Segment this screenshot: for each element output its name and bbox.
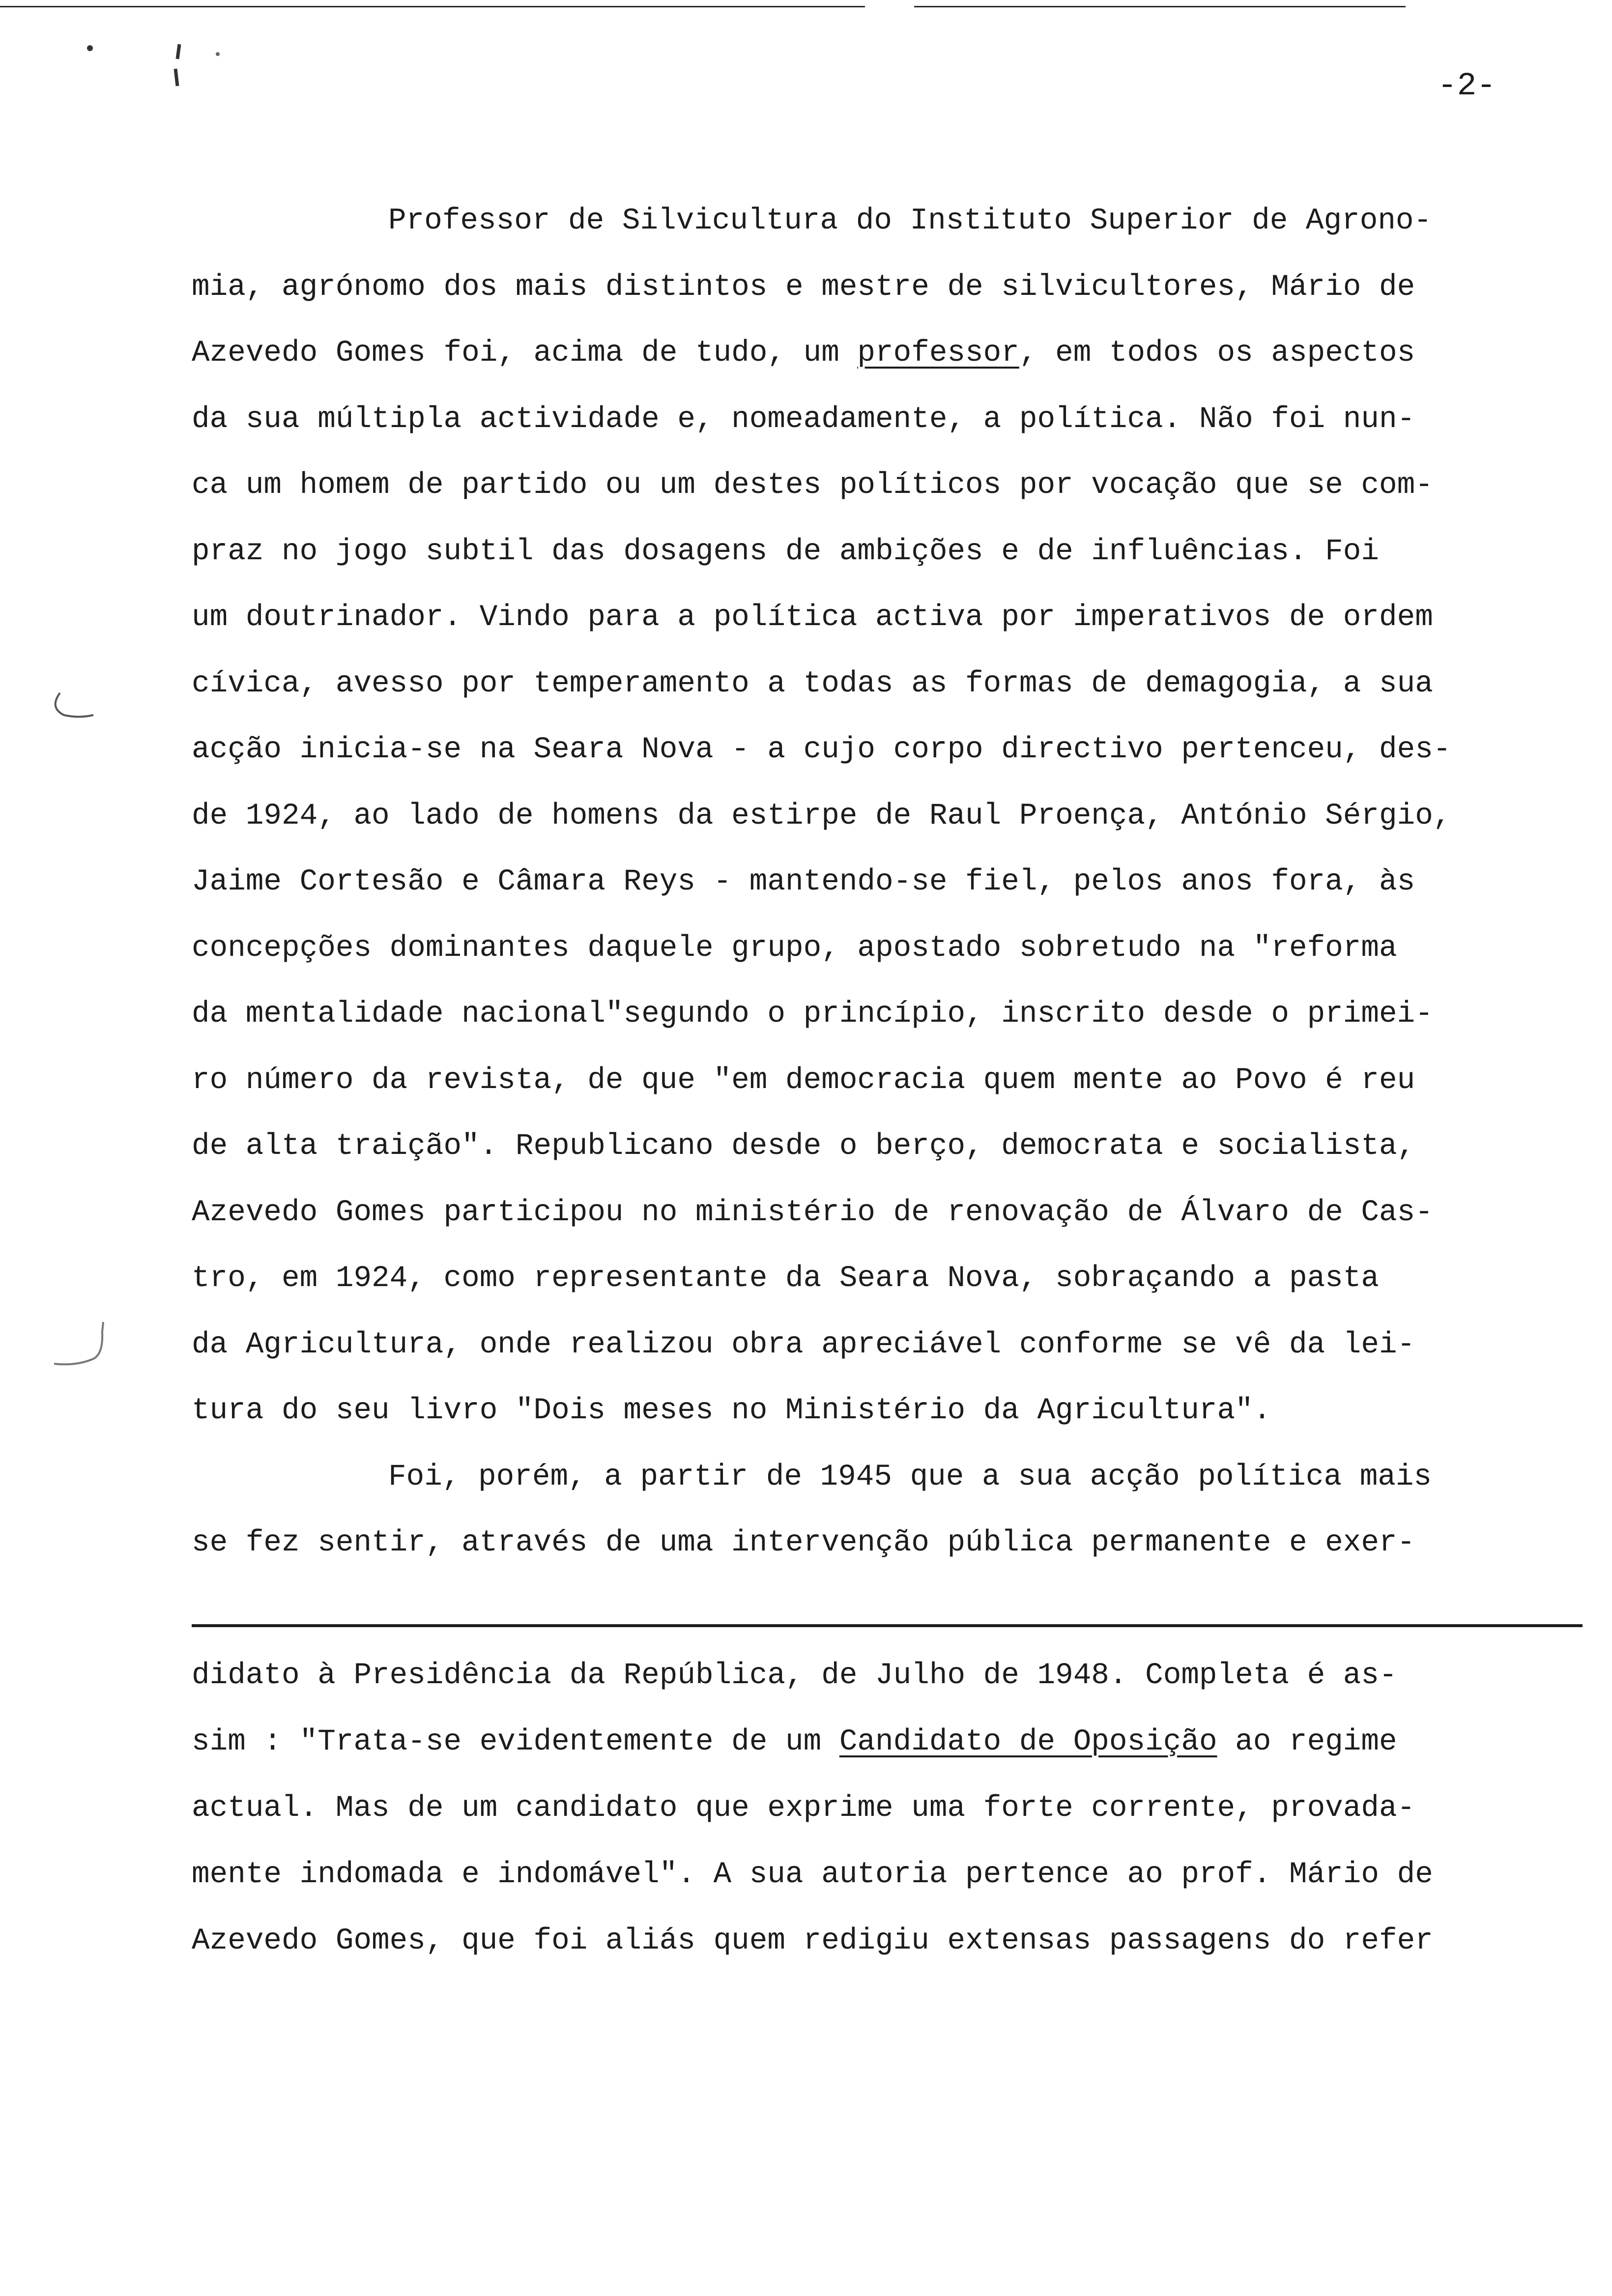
footnote-line (192, 1922, 1433, 1961)
body-line (192, 1325, 1415, 1365)
body-line (192, 730, 1451, 770)
text-segment: tura do seu livro "Dois meses no Ministério da Agricultura". (192, 1394, 1271, 1428)
scan-mark-left-2 (49, 1317, 118, 1371)
body-line (192, 1391, 1271, 1431)
body-line (192, 400, 1415, 439)
text-segment: Professor de Silvicultura do Instituto Superior de Agrono- (388, 204, 1432, 238)
footnote-line (192, 1789, 1415, 1828)
footnote-line (192, 1656, 1397, 1695)
text-segment: se fez sentir, através de uma intervenção pública permanente e exer- (192, 1526, 1415, 1560)
text-segment: sim : "Trata-se evidentemente de um (192, 1725, 839, 1759)
underlined-text: Candidato de Oposição (839, 1725, 1217, 1759)
body-line (192, 334, 1415, 373)
text-segment: Jaime Cortesão e Câmara Reys - mantendo-se fiel, pelos anos fora, às (192, 865, 1415, 899)
text-segment: Azevedo Gomes, que foi aliás quem redigiu extensas passagens do refer (192, 1924, 1433, 1958)
body-line (192, 1127, 1415, 1166)
text-segment: concepções dominantes daquele grupo, apostado sobretudo na "reforma (192, 931, 1397, 965)
text-segment: da sua múltipla actividade e, nomeadamente, a política. Não foi nun- (192, 402, 1415, 436)
body-line (192, 664, 1433, 704)
text-segment: mia, agrónomo dos mais distintos e mestre de silvicultores, Mário de (192, 270, 1415, 304)
body-line (192, 995, 1433, 1034)
text-segment: Azevedo Gomes participou no ministério de renovação de Álvaro de Cas- (192, 1195, 1433, 1230)
text-segment: cívica, avesso por temperamento a todas as formas de demagogia, a sua (192, 666, 1433, 701)
text-segment: tro, em 1924, como representante da Seara Nova, sobraçando a pasta (192, 1262, 1379, 1295)
scan-mark-top (81, 39, 238, 108)
top-border-right (914, 6, 1406, 7)
footnote-line (192, 1855, 1433, 1894)
text-segment: acção inicia-se na Seara Nova - a cujo corpo directivo pertenceu, des- (192, 733, 1451, 767)
body-line (192, 466, 1433, 505)
body-line (192, 1193, 1433, 1233)
text-segment: da mentalidade nacional"segundo o princípio, inscrito desde o primei- (192, 997, 1433, 1031)
text-segment: ao regime (1217, 1725, 1397, 1759)
text-segment: didato à Presidência da República, de Julho de 1948. Completa é as- (192, 1659, 1397, 1693)
top-border-left (0, 6, 865, 7)
text-segment: Foi, porém, a partir de 1945 que a sua acção política mais (388, 1460, 1432, 1494)
body-line (192, 1259, 1379, 1298)
text-segment: de 1924, ao lado de homens da estirpe de Raul Proença, António Sérgio, (192, 799, 1451, 833)
text-segment: de alta traição". Republicano desde o berço, democrata e socialista, (192, 1129, 1415, 1163)
body-line (192, 268, 1415, 307)
body-line (192, 797, 1451, 836)
body-line (192, 862, 1415, 902)
text-segment: um doutrinador. Vindo para a política activa por imperativos de ordem (192, 601, 1433, 634)
text-segment: da Agricultura, onde realizou obra apreciável conforme se vê da lei- (192, 1327, 1415, 1362)
footnote-line (192, 1722, 1397, 1762)
scan-mark-left-1 (49, 688, 103, 722)
text-segment: ca um homem de partido ou um destes políticos por vocação que se com- (192, 468, 1433, 502)
text-segment: praz no jogo subtil das dosagens de ambições e de influências. Foi (192, 534, 1379, 569)
text-segment: actual. Mas de um candidato que exprime uma forte corrente, provada- (192, 1791, 1415, 1825)
body-line (192, 598, 1433, 637)
body-line (388, 1458, 1432, 1497)
underlined-text: professor (857, 336, 1019, 370)
body-line (192, 532, 1379, 572)
text-segment: Azevedo Gomes foi, acima de tudo, um (192, 336, 858, 370)
text-segment: mente indomada e indomável". A sua autoria pertence ao prof. Mário de (192, 1858, 1433, 1892)
body-line (192, 929, 1397, 968)
body-line (192, 1061, 1415, 1100)
text-segment: ro número da revista, de que "em democracia quem mente ao Povo é reu (192, 1063, 1415, 1097)
page-number: -2- (1438, 67, 1496, 104)
text-segment: , em todos os aspectos (1019, 336, 1415, 370)
body-line (192, 1523, 1415, 1563)
footnote-rule (192, 1624, 1583, 1627)
body-line (388, 201, 1432, 241)
